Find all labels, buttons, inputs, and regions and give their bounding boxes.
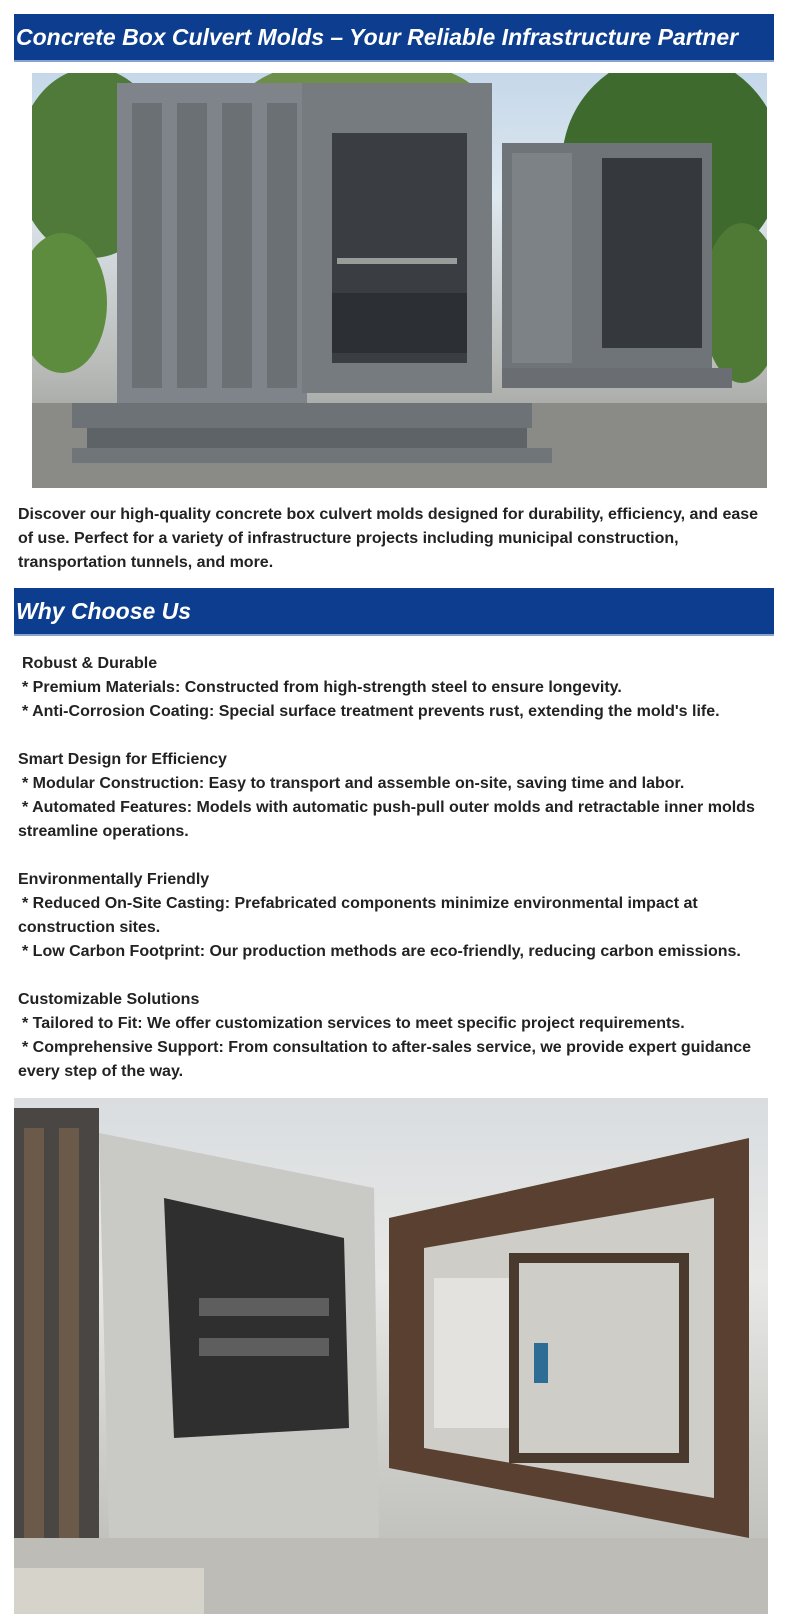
feature-section-custom [18, 988, 768, 1084]
why-choose-us-banner [14, 588, 774, 636]
feature-bullet: * Automated Features: Models with automatic push-pull outer molds and retractable inner molds streamline operations. [18, 799, 755, 840]
culvert-mold-illustration-1 [32, 73, 767, 488]
culvert-mold-photo-2 [14, 1098, 768, 1614]
page-title-banner [14, 14, 774, 62]
page-title: Concrete Box Culvert Molds – Your Reliable Infrastructure Partner [16, 23, 739, 50]
feature-bullet: * Comprehensive Support: From consultation to after-sales service, we provide expert guidance every step of the way. [18, 1039, 752, 1080]
why-choose-us-content [18, 652, 768, 1108]
feature-section-efficiency [18, 748, 768, 844]
culvert-mold-photo-1 [32, 73, 767, 488]
section-title: Why Choose Us [16, 597, 192, 624]
feature-bullet: * Low Carbon Footprint: Our production methods are eco-friendly, reducing carbon emissions. [22, 943, 741, 960]
feature-bullet: * Modular Construction: Easy to transport and assemble on-site, saving time and labor. [22, 775, 685, 792]
intro-paragraph: Discover our high-quality concrete box culvert molds designed for durability, efficiency, and ease of use. Perfect for a variety of infrastructure projects including municipal construction, transportation tunnels, and more. [18, 506, 759, 571]
feature-bullet: * Tailored to Fit: We offer customization services to meet specific project requirements. [22, 1015, 685, 1032]
feature-bullet: * Reduced On-Site Casting: Prefabricated components minimize environmental impact at construction sites. [18, 895, 698, 936]
feature-heading: Robust & Durable [22, 655, 158, 672]
culvert-mold-illustration-2 [14, 1098, 768, 1614]
feature-heading: Smart Design for Efficiency [18, 751, 227, 768]
feature-bullet: * Premium Materials: Constructed from high-strength steel to ensure longevity. [22, 679, 622, 696]
feature-heading: Customizable Solutions [18, 991, 200, 1008]
feature-section-robust [18, 652, 768, 724]
feature-section-environment [18, 868, 768, 964]
feature-heading: Environmentally Friendly [18, 871, 210, 888]
feature-bullet: * Anti-Corrosion Coating: Special surface treatment prevents rust, extending the mold's life. [22, 703, 720, 720]
